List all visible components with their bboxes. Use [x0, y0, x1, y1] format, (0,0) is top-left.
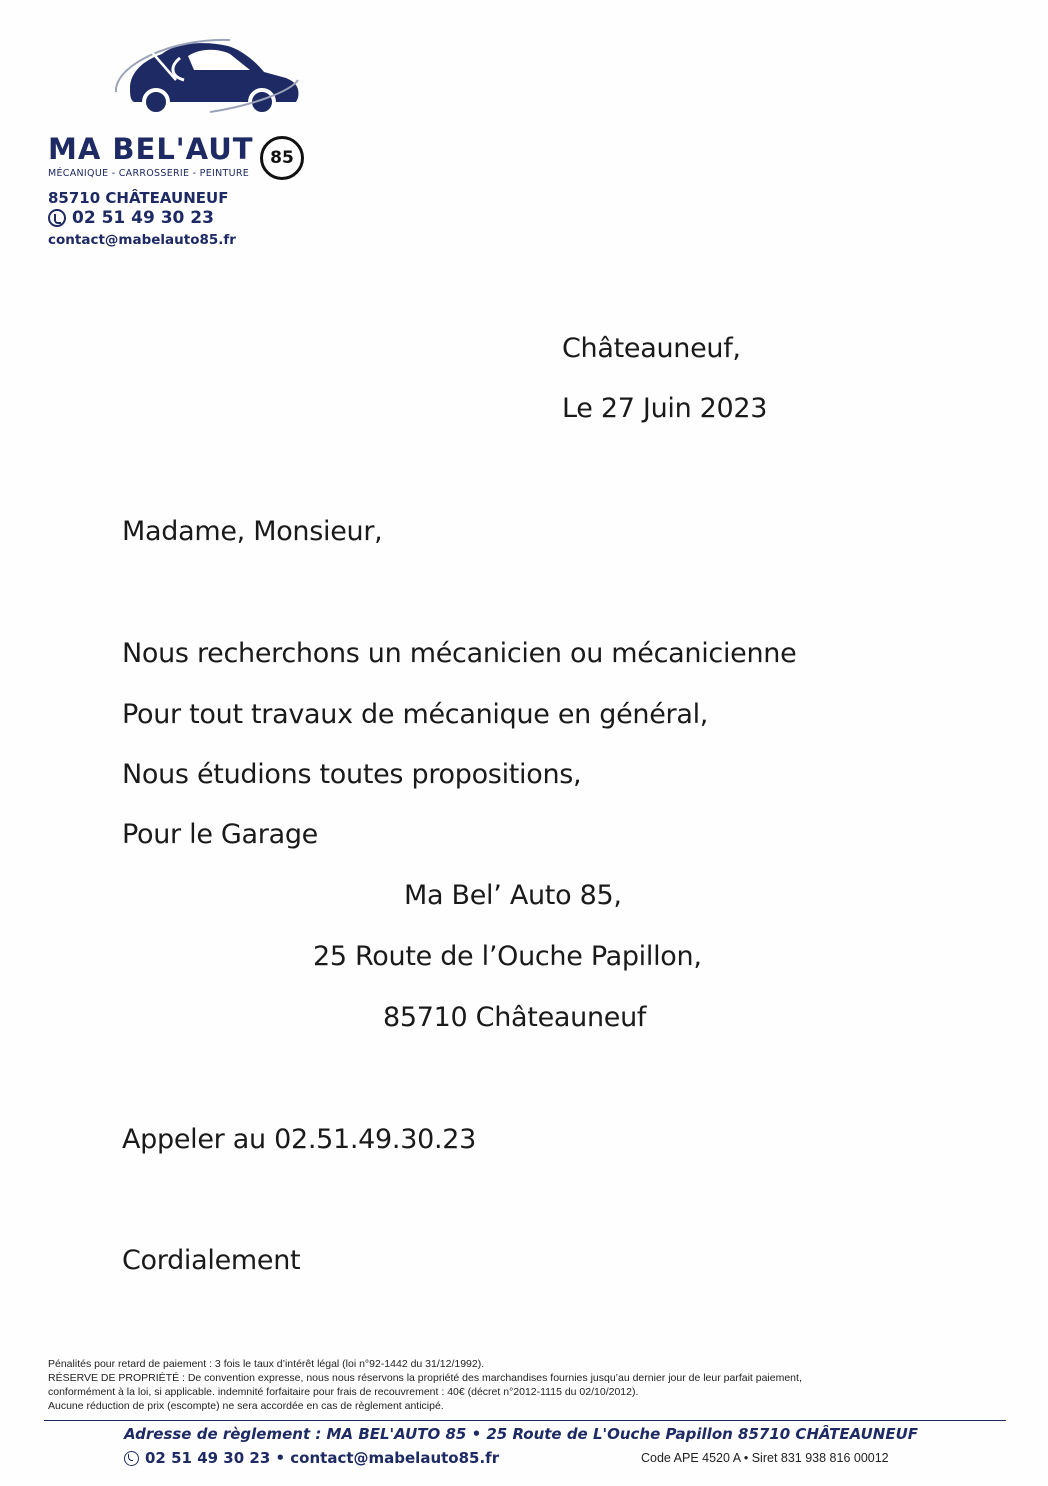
- brand-badge: 85: [260, 136, 304, 180]
- body-line: Nous étudions toutes propositions,: [122, 759, 582, 790]
- footer-address: Adresse de règlement : MA BEL'AUTO 85 • 25 Route de L'Ouche Papillon 85710 CHÂTEAUNEUF: [124, 1425, 918, 1443]
- car-logo-icon: [110, 36, 300, 116]
- garage-address-line: 25 Route de l’Ouche Papillon,: [313, 941, 702, 972]
- letter-date: Le 27 Juin 2023: [562, 393, 768, 424]
- legal-line: conformément à la loi, si applicable. indemnité forfaitaire pour frais de recouvrement : 40€ (décret n°2012-1115 du 02/10/2012).: [48, 1386, 639, 1398]
- letter-place: Châteauneuf,: [562, 333, 741, 364]
- legal-line: RÉSERVE DE PROPRIÉTÉ : De convention expresse, nous nous réservons la propriété des marchandises fournies jusqu’au dernier jour de leur parfait paiement,: [48, 1372, 802, 1384]
- footer-siret: Code APE 4520 A • Siret 831 938 816 00012: [641, 1451, 889, 1465]
- footer-divider: [44, 1420, 1006, 1421]
- legal-line: Pénalités pour retard de paiement : 3 fois le taux d’intérêt légal (loi n°92-1442 du 31/12/1992).: [48, 1358, 485, 1370]
- body-line: Pour tout travaux de mécanique en général,: [122, 699, 709, 730]
- phone-icon: [48, 209, 66, 227]
- call-line: Appeler au 02.51.49.30.23: [122, 1124, 477, 1155]
- legal-notice: [48, 1357, 1008, 1413]
- letterhead-phone-number: 02 51 49 30 23: [72, 208, 214, 228]
- legal-line: Aucune réduction de prix (escompte) ne sera accordée en cas de règlement anticipé.: [48, 1400, 444, 1412]
- brand-name: MA BEL'AUT: [48, 132, 254, 166]
- footer-contact: [124, 1449, 499, 1467]
- phone-icon: [124, 1451, 139, 1466]
- letter-closing: Cordialement: [122, 1245, 301, 1276]
- garage-address-line: 85710 Châteauneuf: [383, 1002, 647, 1033]
- footer-contact-text: 02 51 49 30 23 • contact@mabelauto85.fr: [145, 1449, 500, 1467]
- letter-salutation: Madame, Monsieur,: [122, 516, 383, 547]
- garage-address-line: Ma Bel’ Auto 85,: [404, 880, 622, 911]
- brand-tagline: MÉCANIQUE - CARROSSERIE - PEINTURE: [48, 168, 250, 179]
- letterhead-email: contact@mabelauto85.fr: [48, 232, 236, 248]
- letterhead-phone: [48, 208, 214, 228]
- body-line: Nous recherchons un mécanicien ou mécanicienne: [122, 638, 797, 669]
- body-line: Pour le Garage: [122, 819, 318, 850]
- brand-row: [48, 130, 318, 190]
- letterhead-city: 85710 CHÂTEAUNEUF: [48, 189, 229, 207]
